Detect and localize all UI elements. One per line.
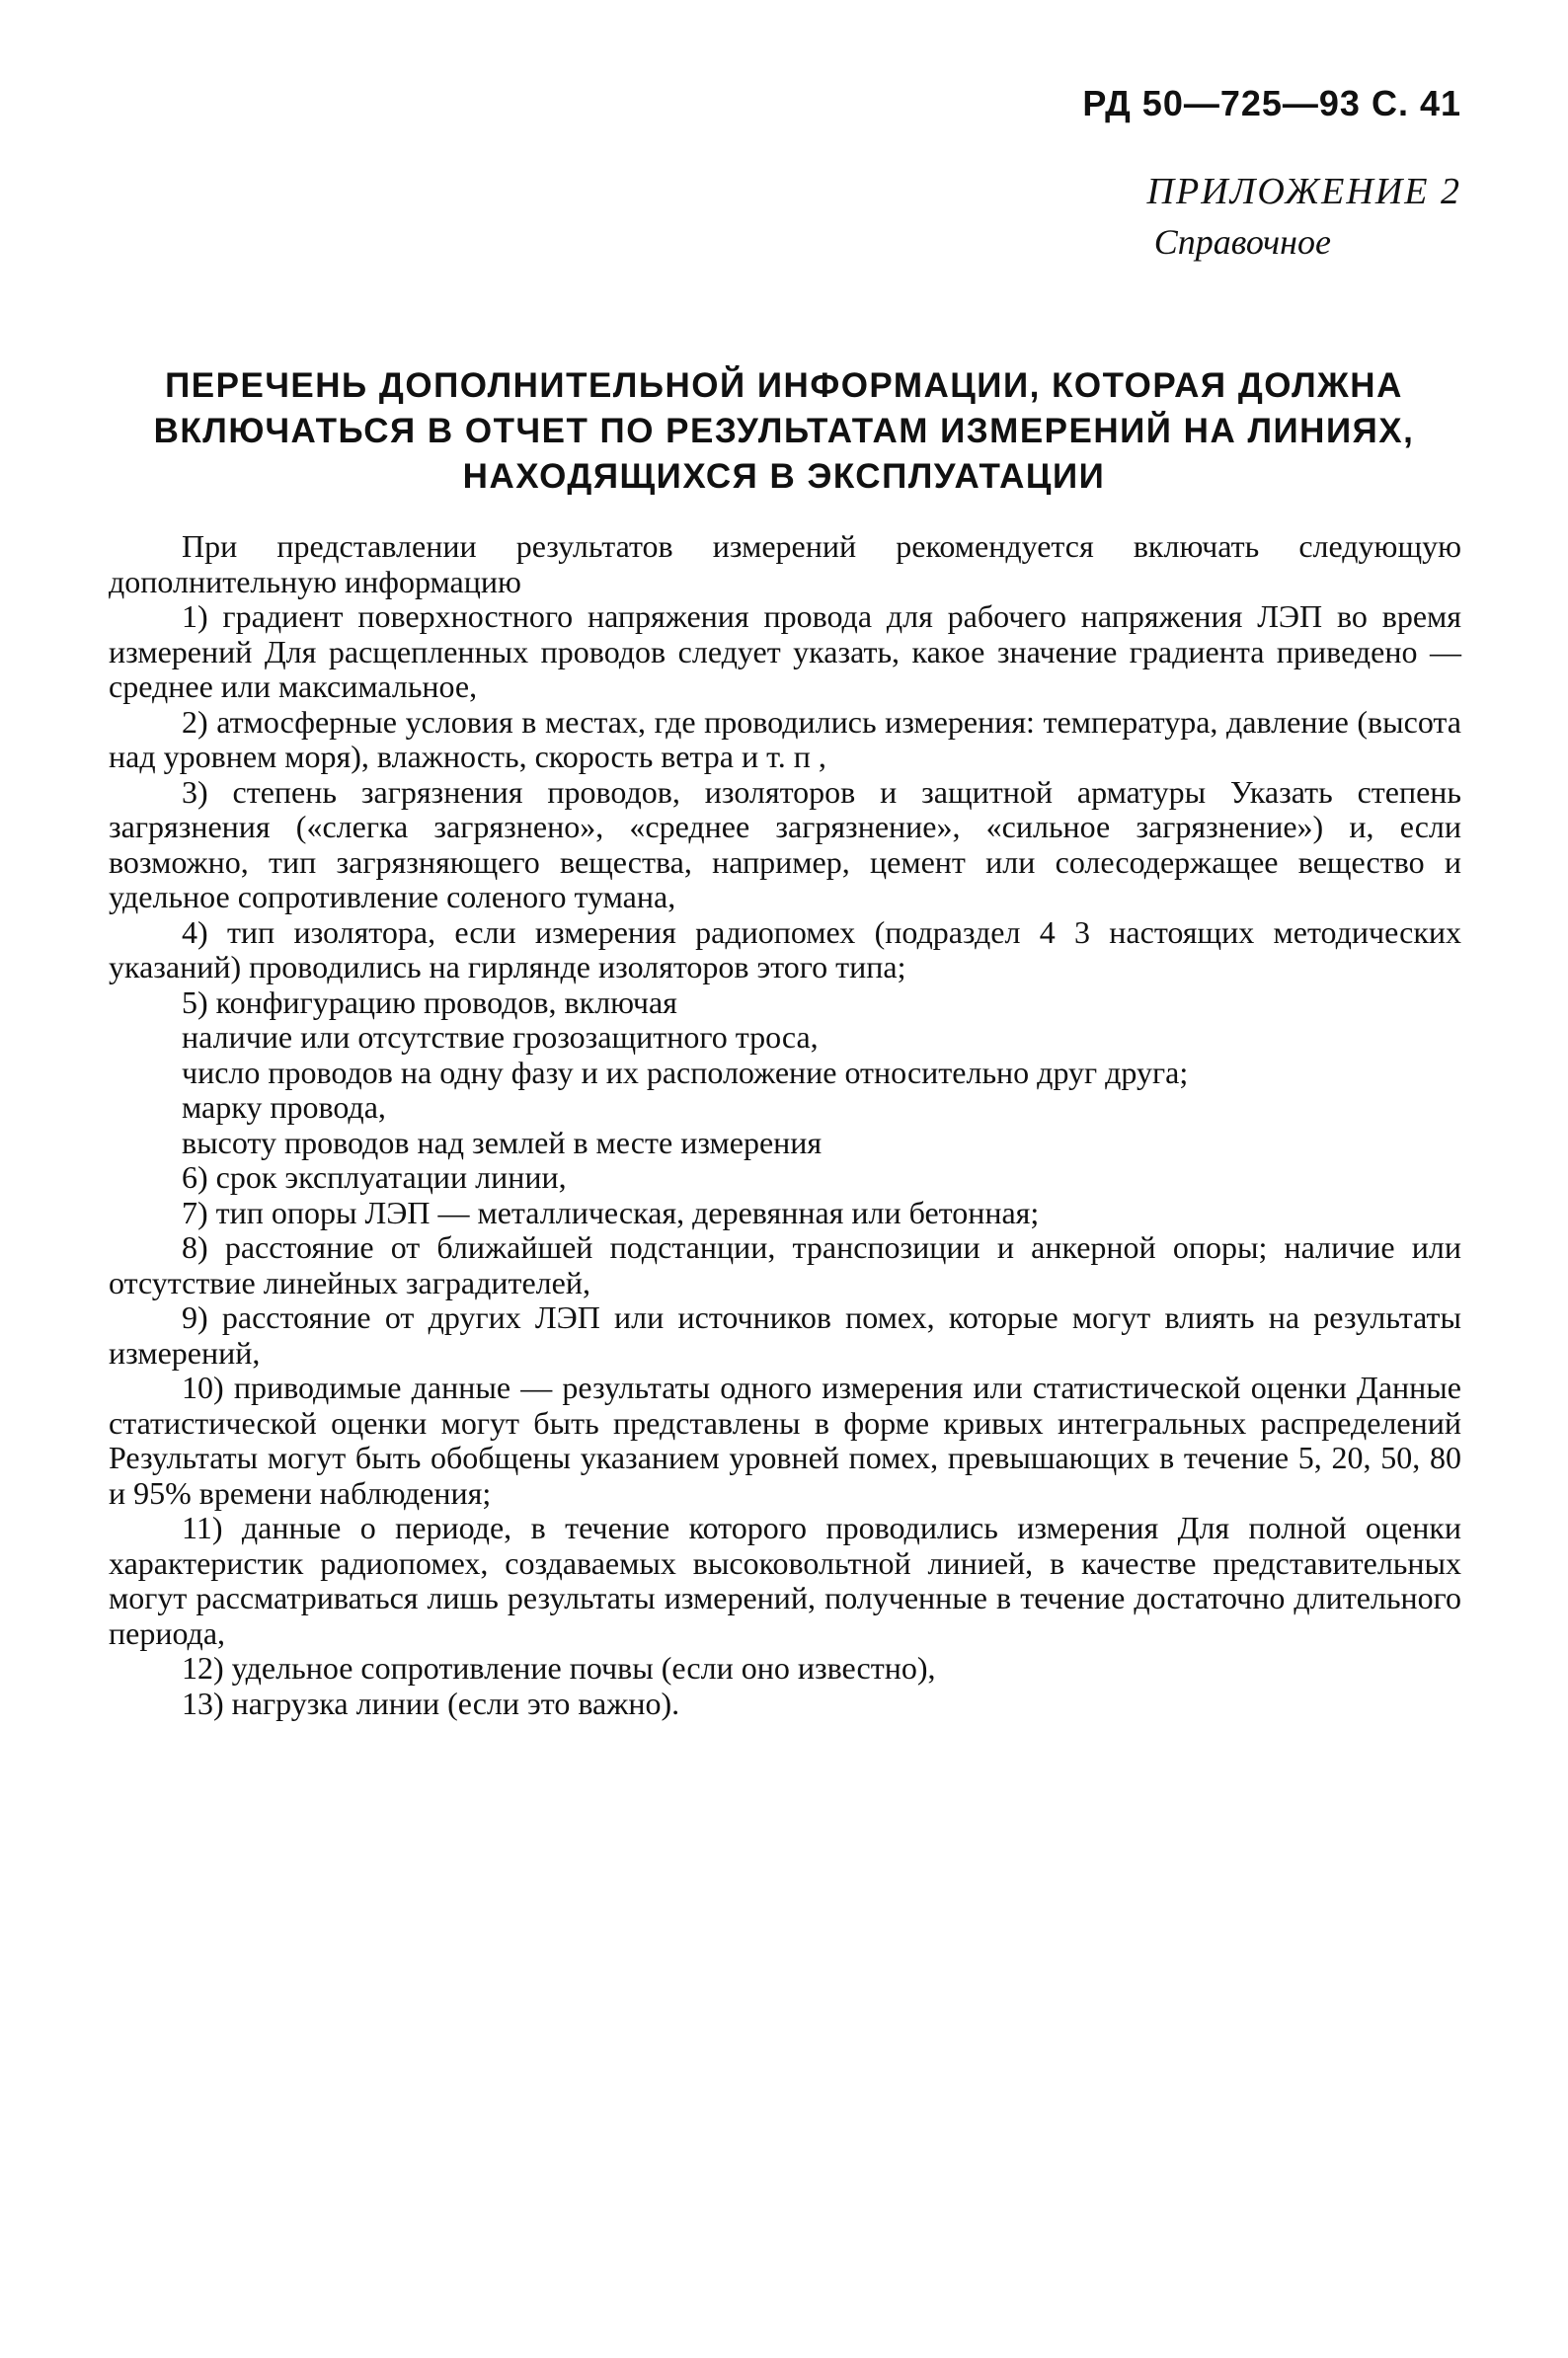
sub-item: высоту проводов над землей в месте измерения: [182, 1124, 823, 1160]
page-header: РД 50—725—93 С. 41: [1082, 83, 1461, 123]
list-item: 3) степень загрязнения проводов, изоляторов и защитной арматуры Указать степень загрязнения («слегка загрязнено», «среднее загрязнение», «сильное загрязнение») и, если возможно, тип загрязняющего вещества, например, цемент или солесодержащее вещество и удельное сопротивление соленого тумана,: [109, 773, 1461, 914]
intro-paragraph: При представлении результатов измерений рекомендуется включать следующую дополнительную информацию: [109, 528, 1461, 599]
list-item: 11) данные о периоде, в течение которого проводились измерения Для полной оценки характеристик радиопомех, создаваемых высоковольтной линией, в качестве представительных могут рассматриваться лишь результаты измерений, полученные в течение достаточно длительного периода,: [109, 1510, 1461, 1651]
list-item: 8) расстояние от ближайшей подстанции, транспозиции и анкерной опоры; наличие или отсутствие линейных заградителей,: [109, 1229, 1461, 1300]
title-line: ПЕРЕЧЕНЬ ДОПОЛНИТЕЛЬНОЙ ИНФОРМАЦИИ, КОТОРАЯ ДОЛЖНА: [165, 366, 1403, 405]
appendix-label: ПРИЛОЖЕНИЕ 2: [1146, 171, 1461, 212]
document-title: [111, 363, 1457, 500]
title-line: ВКЛЮЧАТЬСЯ В ОТЧЕТ ПО РЕЗУЛЬТАТАМ ИЗМЕРЕНИЙ НА ЛИНИЯХ,: [153, 412, 1415, 450]
list-item: 2) атмосферные условия в местах, где проводились измерения: температура, давление (высота над уровнем моря), влажность, скорость ветра и т. п ,: [109, 703, 1461, 774]
list-item: 7) тип опоры ЛЭП — металлическая, деревянная или бетонная;: [182, 1194, 1040, 1230]
list-item: 9) расстояние от других ЛЭП или источников помех, которые могут влиять на результаты измерений,: [109, 1299, 1461, 1371]
list-item: 12) удельное сопротивление почвы (если оно известно),: [182, 1650, 936, 1686]
sub-item: число проводов на одну фазу и их расположение относительно друг друга;: [182, 1054, 1189, 1090]
appendix-type: Справочное: [1153, 222, 1331, 262]
list-item: 1) градиент поверхностного напряжения провода для рабочего напряжения ЛЭП во время измерений Для расщепленных проводов следует указать, какое значение градиента приведено — среднее или максимальное,: [109, 598, 1461, 704]
list-item: 13) нагрузка линии (если это важно).: [182, 1685, 680, 1721]
list-item: 10) приводимые данные — результаты одного измерения или статистической оценки Данные статистической оценки могут быть представлены в форме кривых интегральных распределений Результаты могут быть обобщены указанием уровней помех, превышающих в течение 5, 20, 50, 80 и 95% времени наблюдения;: [109, 1370, 1461, 1511]
sub-item: наличие или отсутствие грозозащитного троса,: [182, 1019, 819, 1055]
list-item: 6) срок эксплуатации линии,: [182, 1159, 567, 1195]
list-item: 4) тип изолятора, если измерения радиопомех (подраздел 4 3 настоящих методических указаний) проводились на гирлянде изоляторов этого типа;: [109, 913, 1461, 984]
list-item: 5) конфигурацию проводов, включая: [182, 983, 677, 1020]
document-body: [109, 529, 1461, 1721]
title-line: НАХОДЯЩИХСЯ В ЭКСПЛУАТАЦИИ: [462, 457, 1106, 496]
sub-item: марку провода,: [182, 1089, 386, 1125]
